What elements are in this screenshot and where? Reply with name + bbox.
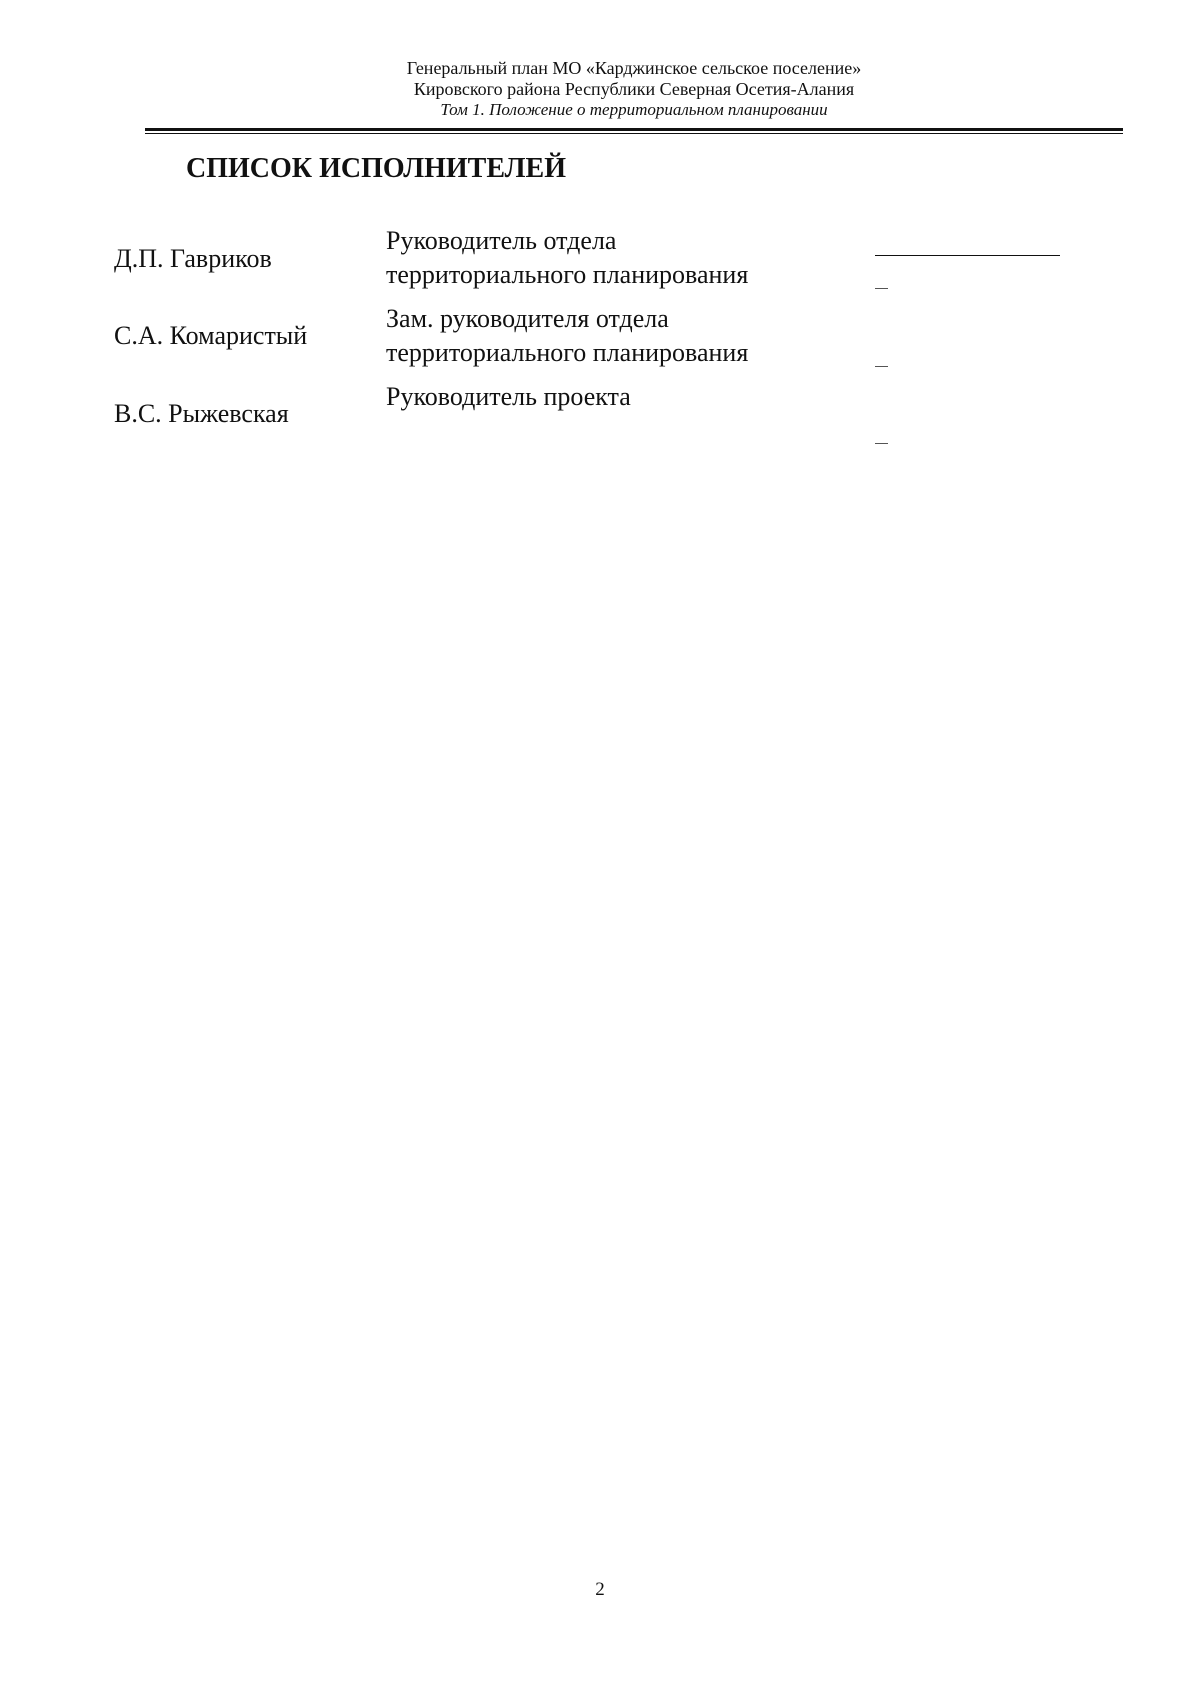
running-header [145, 58, 1123, 119]
signature-mark-1 [875, 288, 888, 289]
signature-line-1 [875, 255, 1060, 256]
executor-role-1-line-1: Руководитель отдела [386, 226, 617, 255]
executor-name-3: В.С. Рыжевская [114, 399, 289, 428]
executor-name-1: Д.П. Гавриков [114, 244, 272, 273]
signature-mark-2 [875, 366, 888, 367]
executor-name-2: С.А. Комаристый [114, 321, 308, 350]
executor-role-2-line-2: территориального планирования [386, 338, 749, 367]
executor-role-2 [386, 302, 826, 370]
executor-role-2-line-1: Зам. руководителя отдела [386, 304, 669, 333]
header-line-3: Том 1. Положение о территориальном планировании [440, 100, 828, 119]
signature-mark-3 [875, 443, 888, 444]
header-line-1: Генеральный план МО «Карджинское сельское поселение» [406, 58, 862, 78]
header-rule-thick [145, 128, 1123, 131]
executor-role-3-line-1: Руководитель проекта [386, 382, 631, 411]
header-line-2: Кировского района Республики Северная Осетия-Алания [413, 79, 855, 99]
executor-role-1 [386, 224, 826, 292]
executor-role-3 [386, 380, 826, 414]
executor-role-1-line-2: территориального планирования [386, 260, 749, 289]
header-rule-thin [145, 133, 1123, 134]
page-number: 2 [595, 1579, 605, 1600]
page-title: СПИСОК ИСПОЛНИТЕЛЕЙ [186, 153, 566, 184]
